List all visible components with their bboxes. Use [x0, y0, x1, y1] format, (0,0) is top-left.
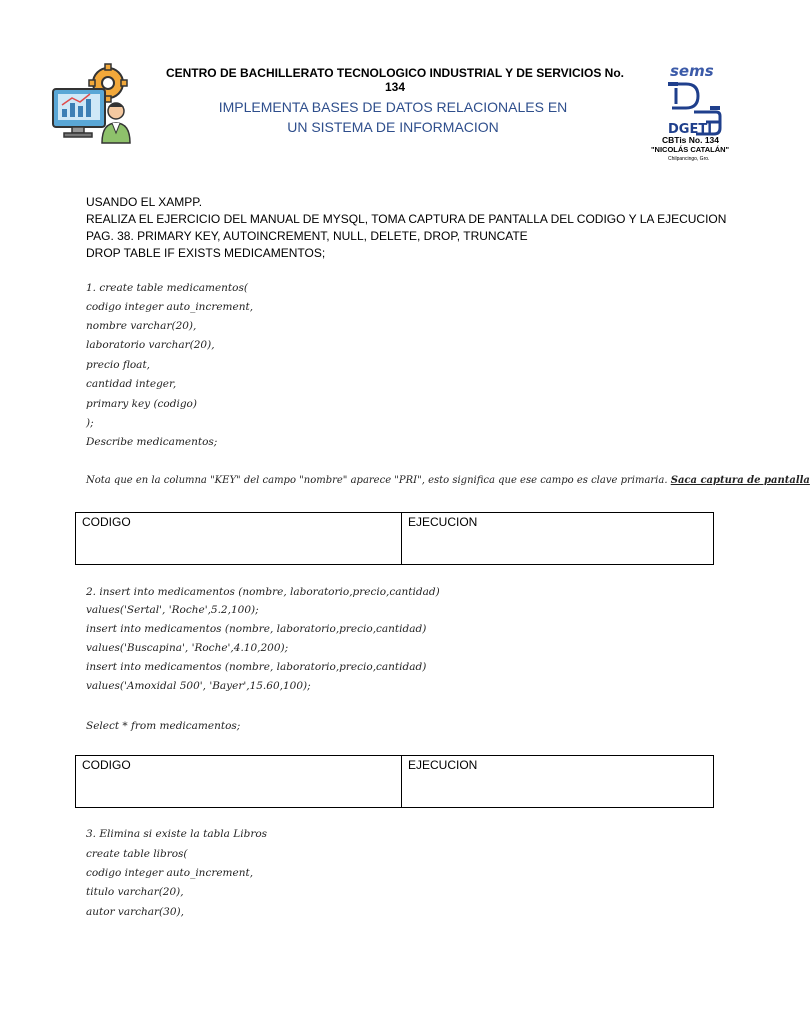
code-line: codigo integer auto_increment,: [86, 301, 254, 313]
code-line: insert into medicamentos (nombre, laboratorio,precio,cantidad): [86, 623, 427, 635]
instruction-line: USANDO EL XAMPP.: [86, 195, 203, 209]
instruction-line: PAG. 38. PRIMARY KEY, AUTOINCREMENT, NULL, DELETE, DROP, TRUNCATE: [86, 229, 528, 243]
code-line: autor varchar(30),: [86, 906, 184, 918]
note-bold: Saca captura de pantalla: [670, 475, 810, 486]
cbtis-text: CBTis No. 134: [662, 135, 720, 145]
school-name: CENTRO DE BACHILLERATO TECNOLOGICO INDUSTRIAL Y DE SERVICIOS No. 134: [165, 66, 625, 94]
instruction-line: REALIZA EL EJERCICIO DEL MANUAL DE MYSQL, TOMA CAPTURA DE PANTALLA DEL CODIGO Y LA EJECUCION: [86, 212, 727, 226]
code-line: cantidad integer,: [86, 378, 177, 390]
code-line: );: [86, 417, 94, 429]
note-main: Nota que en la columna "KEY" del campo "nombre" aparece "PRI", esto significa que ese campo es clave primaria.: [86, 475, 668, 486]
code-line: 1. create table medicamentos(: [86, 282, 248, 294]
code-line: codigo integer auto_increment,: [86, 867, 254, 879]
sems-text: sems: [670, 62, 714, 80]
code-line: 2. insert into medicamentos (nombre, laboratorio,precio,cantidad): [86, 586, 440, 598]
code-execution-table: [75, 755, 714, 808]
code-line: titulo varchar(20),: [86, 886, 184, 898]
left-logo-icon: [50, 65, 134, 145]
code-line: create table libros(: [86, 848, 188, 860]
code-line: nombre varchar(20),: [86, 320, 197, 332]
note-text: [86, 475, 810, 486]
code-execution-table: [75, 512, 714, 565]
dgeti-text: DGETI: [668, 122, 713, 137]
ejecucion-cell: EJECUCION: [402, 513, 714, 565]
select-line: Select * from medicamentos;: [86, 720, 241, 732]
code-line: primary key (codigo): [86, 398, 197, 410]
instruction-line: DROP TABLE IF EXISTS MEDICAMENTOS;: [86, 246, 326, 260]
code-line: insert into medicamentos (nombre, laboratorio,precio,cantidad): [86, 661, 427, 673]
code-line: 3. Elimina si existe la tabla Libros: [86, 828, 268, 840]
dgeti-logo: [650, 62, 740, 166]
code-line: values('Sertal', 'Roche',5.2,100);: [86, 604, 259, 616]
ejecucion-cell: EJECUCION: [402, 756, 714, 808]
codigo-cell: CODIGO: [76, 756, 402, 808]
codigo-cell: CODIGO: [76, 513, 402, 565]
nicolas-catalan-text: "NICOLÁS CATALÁN": [651, 145, 730, 154]
code-line: Describe medicamentos;: [86, 436, 218, 448]
code-line: laboratorio varchar(20),: [86, 339, 215, 351]
city-text: Chilpancingo, Gro.: [668, 156, 710, 162]
subject-title-line1: IMPLEMENTA BASES DE DATOS RELACIONALES EN: [218, 99, 568, 115]
code-line: values('Amoxidal 500', 'Bayer',15.60,100);: [86, 680, 311, 692]
code-line: precio float,: [86, 359, 150, 371]
subject-title-line2: UN SISTEMA DE INFORMACION: [287, 119, 499, 135]
code-line: values('Buscapina', 'Roche',4.10,200);: [86, 642, 289, 654]
